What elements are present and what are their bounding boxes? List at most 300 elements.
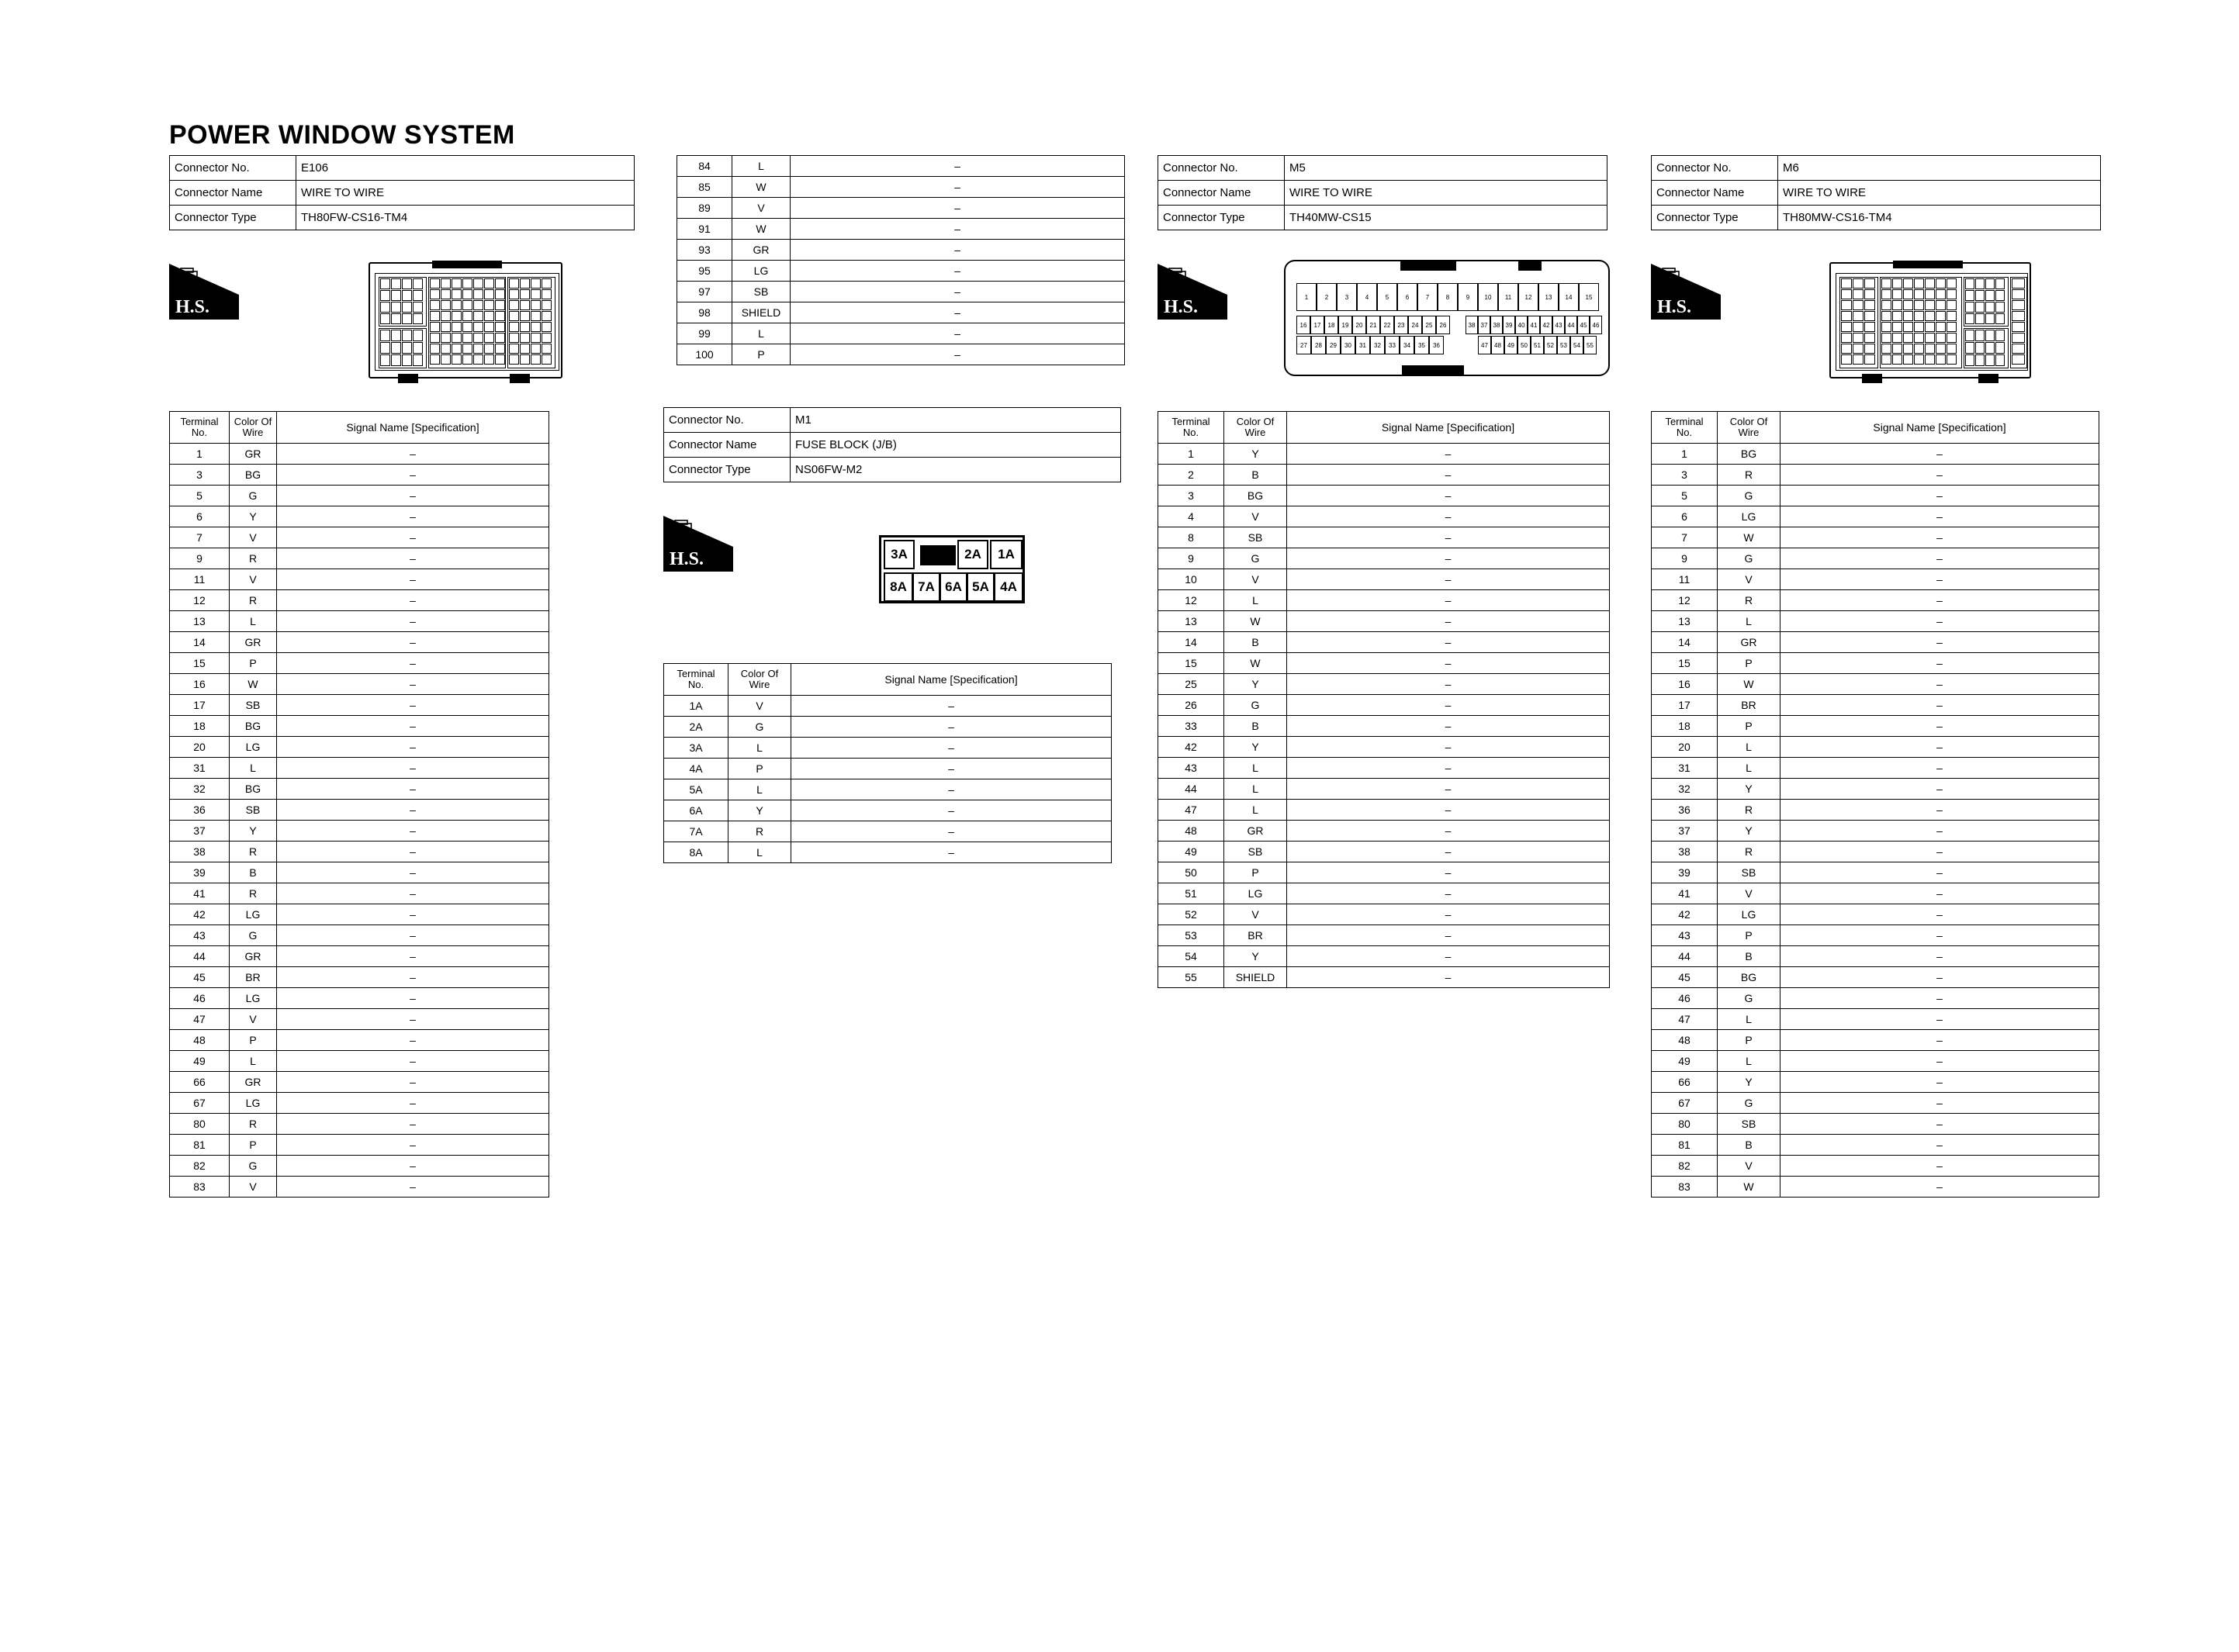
cell-signal-name: – [277, 988, 549, 1009]
cell-wire-color: B [230, 862, 277, 883]
cell-signal-name: – [1287, 695, 1610, 716]
cell-wire-color: P [230, 653, 277, 674]
cell-terminal-no: 67 [170, 1093, 230, 1114]
pin-cell [1903, 354, 1913, 365]
pin-cell: 40 [1515, 316, 1528, 334]
pin-cell [1853, 311, 1864, 321]
cell-signal-name: – [1780, 946, 2099, 967]
cell-wire-color: W [1718, 674, 1780, 695]
cell-terminal-no: 47 [1652, 1009, 1718, 1030]
cell-terminal-no: 17 [170, 695, 230, 716]
table-row [1158, 486, 1610, 506]
cell-signal-name: – [1287, 862, 1610, 883]
pin-cell [391, 302, 401, 313]
cell-signal-name: – [277, 506, 549, 527]
pin-cell [1925, 354, 1935, 365]
pin-cell [520, 322, 530, 332]
label-connector-name: Connector Name [170, 181, 296, 206]
table-row [170, 800, 549, 821]
pin-cell [1985, 354, 1995, 366]
cell-wire-color: W [230, 674, 277, 695]
cell-signal-name: – [1287, 653, 1610, 674]
cell-wire-color: P [1718, 716, 1780, 737]
pin-cell: 33 [1385, 336, 1400, 354]
table-row [170, 1030, 549, 1051]
table-row [1652, 1030, 2099, 1051]
label-connector-type: Connector Type [1652, 206, 1778, 230]
cell-signal-name: – [277, 862, 549, 883]
pin-cell [413, 302, 423, 313]
cell-wire-color: LG [230, 988, 277, 1009]
cell-signal-name: – [277, 1156, 549, 1177]
pin-cell [380, 302, 390, 313]
pin-cell [520, 278, 530, 289]
cell-terminal-no: 16 [170, 674, 230, 695]
pin-cell: 38 [1490, 316, 1503, 334]
cell-terminal-no: 13 [1158, 611, 1224, 632]
cell-signal-name: – [1287, 758, 1610, 779]
cell-wire-color: GR [230, 946, 277, 967]
terminal-table-m6 [1651, 411, 2099, 1198]
pin-cell [430, 344, 440, 354]
pin-cell [531, 333, 541, 343]
cell-signal-name: – [791, 800, 1112, 821]
pin-cell [1985, 313, 1995, 324]
cell-signal-name: – [1780, 1051, 2099, 1072]
pin-cell [441, 300, 451, 310]
pin-cell [1841, 278, 1852, 289]
cell-wire-color: R [230, 842, 277, 862]
cell-signal-name: – [1287, 737, 1610, 758]
pin-cell: 47 [1478, 336, 1491, 354]
table-row [1652, 1051, 2099, 1072]
cell-wire-color: L [728, 779, 791, 800]
cell-terminal-no: 31 [1652, 758, 1718, 779]
table-row [170, 527, 549, 548]
table-row [677, 198, 1125, 219]
header-signal-name: Signal Name [Specification] [277, 412, 549, 444]
cell-signal-name: – [1287, 632, 1610, 653]
cell-signal-name: – [1780, 506, 2099, 527]
pin-cell: 34 [1400, 336, 1414, 354]
table-row [170, 758, 549, 779]
pin-group-center [1880, 277, 1962, 368]
hs-logo-m1 [663, 516, 733, 572]
value-connector-no: M1 [791, 408, 1121, 433]
table-row [664, 717, 1112, 738]
pin-cell [542, 322, 552, 332]
cell-terminal-no: 54 [1158, 946, 1224, 967]
pin-cell: 30 [1341, 336, 1355, 354]
pin-cell [2012, 354, 2025, 365]
pin-group-center [428, 277, 506, 368]
pin-cell [391, 290, 401, 301]
diagram-foot-left [398, 374, 418, 383]
m1-cell-4a: 4A [994, 572, 1023, 602]
cell-signal-name: – [1780, 444, 2099, 465]
pin-cell [1864, 300, 1875, 310]
cell-terminal-no: 20 [170, 737, 230, 758]
cell-wire-color: L [1224, 758, 1287, 779]
cell-wire-color: G [230, 1156, 277, 1177]
diagram-foot-right [1978, 374, 1998, 383]
pin-cell [1864, 344, 1875, 354]
pin-cell [473, 322, 483, 332]
cell-terminal-no: 85 [677, 177, 732, 198]
cell-wire-color: Y [1718, 821, 1780, 842]
cell-terminal-no: 5 [1652, 486, 1718, 506]
pin-cell [520, 289, 530, 299]
diagram-tab-right [1518, 260, 1542, 271]
pin-cell [430, 322, 440, 332]
pin-cell [520, 300, 530, 310]
table-row [1652, 779, 2099, 800]
pin-cell [402, 330, 412, 341]
table-row [1652, 988, 2099, 1009]
table-row [1652, 465, 2099, 486]
pin-cell [1965, 313, 1974, 324]
pin-cell [1936, 311, 1946, 321]
cell-terminal-no: 47 [170, 1009, 230, 1030]
pin-cell [1903, 311, 1913, 321]
cell-signal-name: – [277, 569, 549, 590]
cell-wire-color: SB [1718, 862, 1780, 883]
table-row [1652, 611, 2099, 632]
cell-terminal-no: 5A [664, 779, 728, 800]
pin-cell [1841, 333, 1852, 343]
cell-wire-color: L [230, 758, 277, 779]
pin-cell: 1 [1296, 283, 1317, 311]
pin-cell [391, 354, 401, 366]
cell-terminal-no: 2A [664, 717, 728, 738]
pin-cell [430, 278, 440, 289]
table-row [170, 695, 549, 716]
pin-cell [380, 313, 390, 324]
cell-terminal-no: 9 [1652, 548, 1718, 569]
pin-cell [495, 289, 505, 299]
cell-signal-name: – [277, 1051, 549, 1072]
pin-cell [1903, 278, 1913, 289]
cell-terminal-no: 32 [170, 779, 230, 800]
pin-cell: 52 [1544, 336, 1557, 354]
pin-cell [1864, 354, 1875, 365]
cell-signal-name: – [1287, 674, 1610, 695]
cell-signal-name: – [277, 779, 549, 800]
cell-wire-color: L [1718, 758, 1780, 779]
cell-signal-name: – [277, 737, 549, 758]
cell-terminal-no: 49 [1158, 842, 1224, 862]
cell-wire-color: L [230, 611, 277, 632]
cell-wire-color: BG [1718, 444, 1780, 465]
cell-signal-name: – [791, 261, 1125, 282]
cell-wire-color: R [1718, 800, 1780, 821]
cell-signal-name: – [277, 1072, 549, 1093]
cell-wire-color: Y [230, 506, 277, 527]
table-row [1652, 862, 2099, 883]
cell-terminal-no: 6 [1652, 506, 1718, 527]
pin-cell [1881, 278, 1891, 289]
pin-cell [402, 290, 412, 301]
pin-cell [473, 278, 483, 289]
cell-wire-color: BR [1718, 695, 1780, 716]
cell-terminal-no: 39 [1652, 862, 1718, 883]
table-row [1158, 904, 1610, 925]
table-row [1652, 1093, 2099, 1114]
pin-cell [413, 330, 423, 341]
cell-terminal-no: 83 [170, 1177, 230, 1198]
pin-cell [462, 300, 472, 310]
pin-cell [1985, 278, 1995, 289]
cell-signal-name: – [1780, 527, 2099, 548]
pin-cell: 42 [1540, 316, 1552, 334]
cell-wire-color: GR [230, 1072, 277, 1093]
m1-cell-7a: 7A [912, 572, 940, 602]
table-row [1652, 967, 2099, 988]
table-row [170, 779, 549, 800]
pin-cell [542, 300, 552, 310]
cell-terminal-no: 97 [677, 282, 732, 302]
pin-cell [1841, 322, 1852, 332]
value-connector-type: TH80MW-CS16-TM4 [1778, 206, 2101, 230]
cell-signal-name: – [1780, 904, 2099, 925]
header-terminal-no: Terminal No. [170, 412, 230, 444]
pin-cell [1892, 344, 1902, 354]
cell-terminal-no: 15 [170, 653, 230, 674]
pin-cell [1995, 313, 2005, 324]
cell-terminal-no: 47 [1158, 800, 1224, 821]
cell-terminal-no: 7 [170, 527, 230, 548]
pin-cell: 55 [1583, 336, 1597, 354]
cell-wire-color: L [1718, 1009, 1780, 1030]
m1-cell-2a: 2A [957, 540, 988, 569]
cell-terminal-no: 55 [1158, 967, 1224, 988]
pin-cell [1853, 333, 1864, 343]
cell-wire-color: R [1718, 842, 1780, 862]
pin-cell [1914, 354, 1924, 365]
table-row [1652, 1156, 2099, 1177]
connector-info-m1 [663, 407, 1121, 482]
pin-cell [1925, 322, 1935, 332]
pin-cell [520, 311, 530, 321]
pin-cell [391, 342, 401, 354]
cell-signal-name: – [1780, 1009, 2099, 1030]
hs-label: H.S. [1164, 297, 1199, 317]
pin-cell [473, 289, 483, 299]
table-row [1158, 632, 1610, 653]
pin-cell [484, 344, 494, 354]
pin-cell [1947, 322, 1957, 332]
cell-terminal-no: 17 [1652, 695, 1718, 716]
pin-cell: 25 [1422, 316, 1436, 334]
pin-cell [509, 333, 519, 343]
table-row [677, 323, 1125, 344]
cell-signal-name: – [791, 219, 1125, 240]
table-row [1158, 862, 1610, 883]
pin-cell: 48 [1491, 336, 1504, 354]
pin-cell: 4 [1357, 283, 1377, 311]
cell-wire-color: SHIELD [1224, 967, 1287, 988]
cell-terminal-no: 13 [1652, 611, 1718, 632]
cell-wire-color: GR [230, 632, 277, 653]
pin-cell [1995, 330, 2005, 341]
cell-signal-name: – [791, 282, 1125, 302]
cell-wire-color: R [230, 1114, 277, 1135]
m1-cell-3a: 3A [884, 540, 915, 569]
pin-cell: 8 [1438, 283, 1458, 311]
cell-signal-name: – [277, 883, 549, 904]
cell-wire-color: L [1718, 1051, 1780, 1072]
value-connector-type: TH40MW-CS15 [1285, 206, 1607, 230]
pin-cell [462, 322, 472, 332]
cell-terminal-no: 95 [677, 261, 732, 282]
table-row [1158, 716, 1610, 737]
cell-signal-name: – [1780, 737, 2099, 758]
header-color-of-wire: Color Of Wire [1718, 412, 1780, 444]
pin-cell: 11 [1498, 283, 1518, 311]
cell-wire-color: V [230, 1009, 277, 1030]
cell-terminal-no: 84 [677, 156, 732, 177]
table-row [664, 779, 1112, 800]
cell-wire-color: G [1224, 548, 1287, 569]
pin-cell: 12 [1518, 283, 1538, 311]
table-row [1652, 653, 2099, 674]
cell-signal-name: – [277, 821, 549, 842]
pin-cell [509, 311, 519, 321]
m5-pin-row-3 [1296, 336, 1444, 354]
pin-cell [380, 330, 390, 341]
pin-cell [1995, 342, 2005, 354]
cell-signal-name: – [1780, 569, 2099, 590]
pin-cell [1903, 300, 1913, 310]
cell-wire-color: Y [230, 821, 277, 842]
cell-wire-color: R [230, 883, 277, 904]
cell-signal-name: – [1780, 862, 2099, 883]
header-signal-name: Signal Name [Specification] [791, 664, 1112, 696]
pin-cell [1947, 344, 1957, 354]
cell-signal-name: – [1287, 800, 1610, 821]
pin-cell: 50 [1517, 336, 1531, 354]
header-terminal-no: Terminal No. [1158, 412, 1224, 444]
table-row [1158, 925, 1610, 946]
pin-cell [1903, 344, 1913, 354]
cell-terminal-no: 11 [1652, 569, 1718, 590]
header-color-of-wire: Color Of Wire [230, 412, 277, 444]
cell-signal-name: – [1287, 842, 1610, 862]
cell-terminal-no: 99 [677, 323, 732, 344]
pin-cell [1903, 333, 1913, 343]
label-connector-type: Connector Type [664, 458, 791, 482]
pin-cell [1925, 333, 1935, 343]
table-row [1652, 842, 2099, 862]
cell-signal-name: – [277, 674, 549, 695]
table-row [1158, 674, 1610, 695]
pin-cell [509, 354, 519, 365]
pin-cell: 53 [1557, 336, 1570, 354]
table-row [170, 486, 549, 506]
cell-signal-name: – [791, 302, 1125, 323]
pin-cell [1975, 302, 1985, 313]
cell-terminal-no: 43 [1158, 758, 1224, 779]
cell-wire-color: SB [1224, 527, 1287, 548]
cell-wire-color: V [1718, 569, 1780, 590]
cell-terminal-no: 4 [1158, 506, 1224, 527]
cell-terminal-no: 48 [170, 1030, 230, 1051]
cell-wire-color: B [1718, 1135, 1780, 1156]
pin-cell [1965, 278, 1974, 289]
cell-signal-name: – [277, 695, 549, 716]
cell-signal-name: – [277, 946, 549, 967]
cell-terminal-no: 44 [170, 946, 230, 967]
cell-signal-name: – [1780, 590, 2099, 611]
pin-cell [2012, 344, 2025, 354]
pin-cell: 26 [1436, 316, 1450, 334]
cell-signal-name: – [1287, 527, 1610, 548]
cell-wire-color: L [230, 1051, 277, 1072]
table-row [170, 632, 549, 653]
pin-cell [1841, 344, 1852, 354]
m5-pin-row-4 [1466, 316, 1602, 334]
hs-logo-m5 [1158, 264, 1227, 320]
table-row [1158, 800, 1610, 821]
pin-cell [462, 354, 472, 365]
table-row [1652, 904, 2099, 925]
label-connector-no: Connector No. [664, 408, 791, 433]
pin-cell [1892, 311, 1902, 321]
hs-logo-e106 [169, 264, 239, 320]
cell-terminal-no: 53 [1158, 925, 1224, 946]
cell-wire-color: Y [1718, 779, 1780, 800]
cell-terminal-no: 66 [170, 1072, 230, 1093]
table-row [1652, 674, 2099, 695]
cell-wire-color: G [1718, 486, 1780, 506]
value-connector-name: WIRE TO WIRE [296, 181, 635, 206]
table-row [1652, 1135, 2099, 1156]
cell-terminal-no: 46 [1652, 988, 1718, 1009]
pin-cell [402, 313, 412, 324]
table-row [664, 821, 1112, 842]
cell-signal-name: – [1287, 590, 1610, 611]
cell-terminal-no: 10 [1158, 569, 1224, 590]
pin-cell [430, 354, 440, 365]
pin-cell [441, 311, 451, 321]
cell-terminal-no: 2 [1158, 465, 1224, 486]
pin-cell [1975, 342, 1985, 354]
value-connector-name: WIRE TO WIRE [1778, 181, 2101, 206]
cell-wire-color: GR [1718, 632, 1780, 653]
cell-signal-name: – [277, 904, 549, 925]
cell-signal-name: – [277, 653, 549, 674]
table-row [170, 1156, 549, 1177]
cell-terminal-no: 18 [1652, 716, 1718, 737]
pin-cell [1995, 354, 2005, 366]
cell-signal-name: – [277, 967, 549, 988]
cell-wire-color: W [732, 219, 791, 240]
cell-terminal-no: 48 [1652, 1030, 1718, 1051]
table-row [1652, 569, 2099, 590]
pin-cell [1936, 333, 1946, 343]
pin-cell: 38 [1466, 316, 1478, 334]
pin-cell [402, 278, 412, 289]
cell-terminal-no: 14 [1158, 632, 1224, 653]
pin-cell [462, 333, 472, 343]
cell-terminal-no: 1 [1652, 444, 1718, 465]
connector-icon [670, 519, 693, 537]
cell-terminal-no: 9 [1158, 548, 1224, 569]
cell-terminal-no: 81 [170, 1135, 230, 1156]
pin-cell [1936, 322, 1946, 332]
pin-group-left [379, 277, 427, 327]
pin-cell [1914, 278, 1924, 289]
